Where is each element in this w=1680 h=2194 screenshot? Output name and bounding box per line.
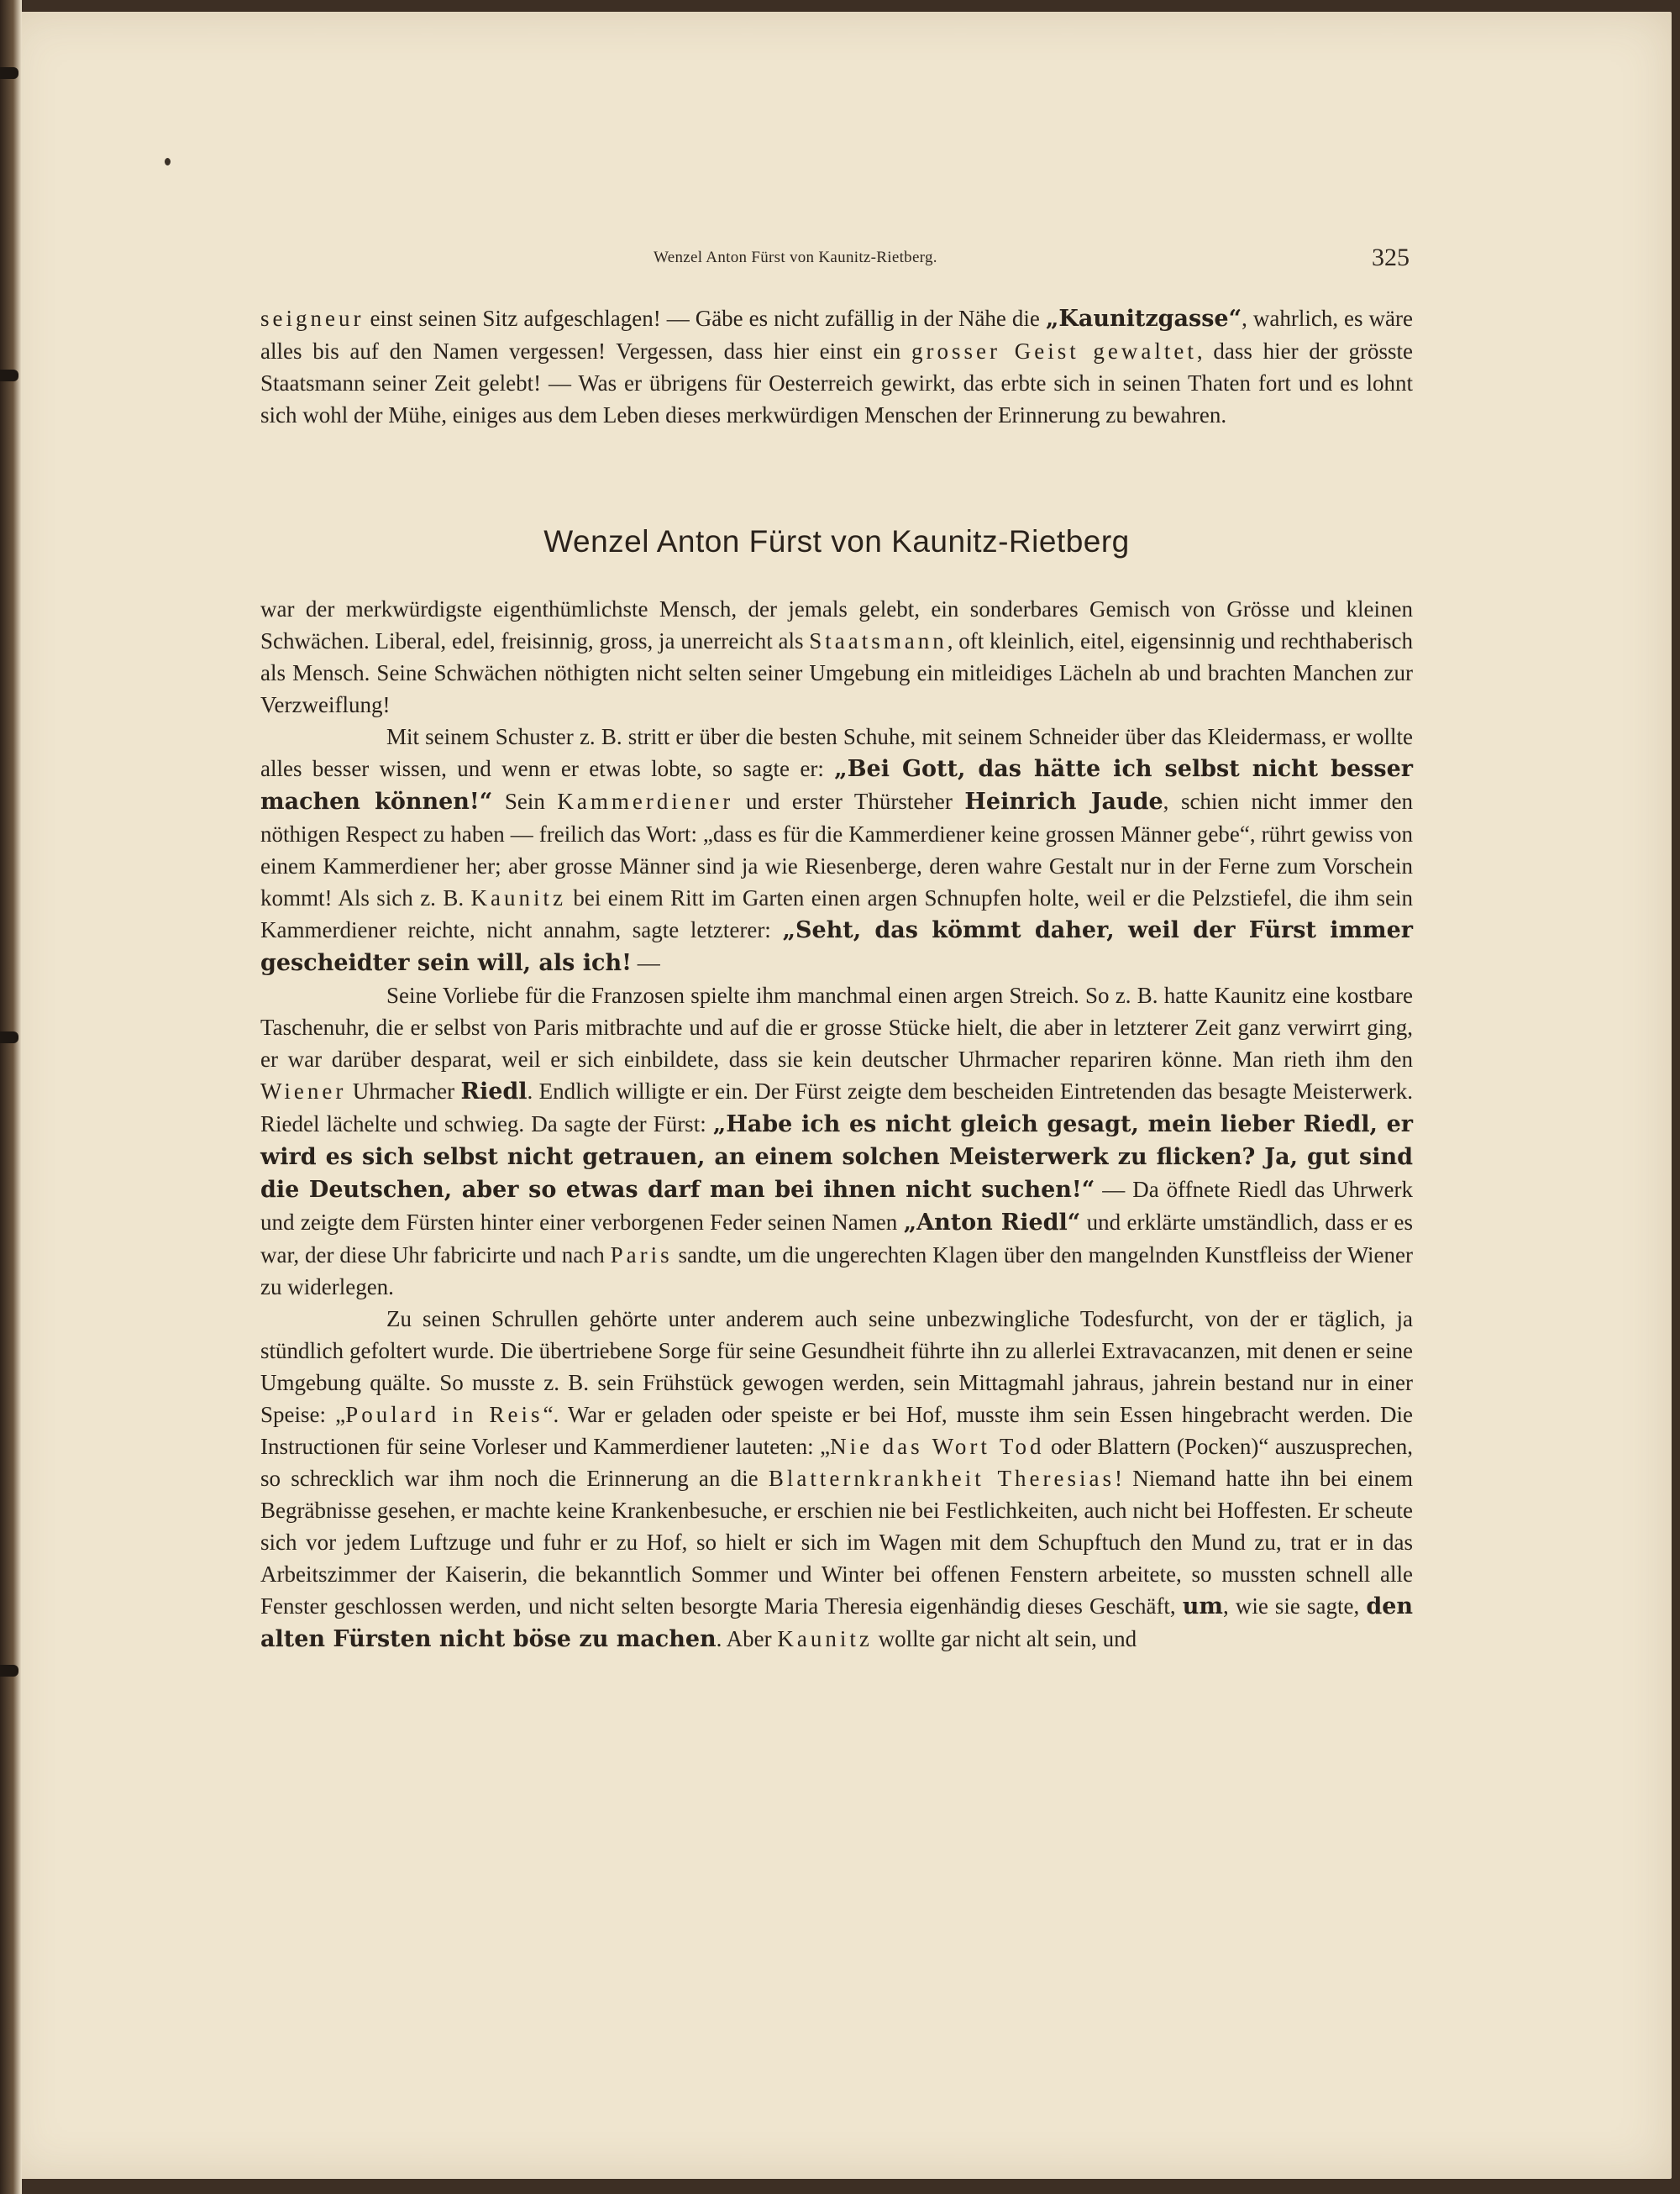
text-run: “. War er geladen oder speiste er bei Hof, musste ihm sein Essen hingebracht werden. Die Instructionen für seine Vorleser und Kammerdiener lauteten: „ [260,1402,1413,1459]
spaced-phrase: grosser Geist gewaltet [911,339,1197,364]
fraktur-name: „Anton Riedl“ [903,1210,1081,1236]
ink-spot [165,158,171,165]
fraktur-quote: „Bei Gott, das hätte ich selbst nicht besser machen können!“ [260,756,1413,815]
fraktur-phrase: den alten Fürsten nicht böse zu machen [260,1593,1413,1652]
spaced-word: Kammerdiener [557,789,734,814]
binding-edge [0,0,22,2194]
section-heading: Wenzel Anton Fürst von Kaunitz-Rietberg [543,524,1130,559]
binding-clip [0,67,18,79]
text-run: , wahrlich, es wäre alles bis auf den Namen vergessen! Vergessen, dass hier einst ein [260,306,1413,364]
binding-clip [0,1665,18,1677]
text-run: . Endlich willigte er ein. Der Fürst zeigte dem bescheiden Eintretenden das besagte Meisterwerk. Riedel lächelte und schwieg. Da sagte der Fürst: [260,1079,1413,1136]
intro-paragraph [260,302,1413,431]
text-run: war der merkwürdigste eigenthümlichste Mensch, der jemals gelebt, ein sonderbares Gemisch von Grösse und kleinen Schwächen. Liberal, edel, freisinnig, gross, ja unerreicht als [260,596,1413,653]
text-run: und erklärte umständlich, dass er es war, der diese Uhr fabricirte und nach [260,1210,1413,1268]
fraktur-quote: „Habe ich es nicht gleich gesagt, mein lieber Riedl, er wird es sich selbst nicht getrauen, an einem solchen Meisterwerk zu flicken? Ja, gut sind die Deutschen, aber so etwas darf man bei ihnen nicht suchen!“ [260,1111,1413,1203]
text-run: — [631,950,660,975]
running-title: Wenzel Anton Fürst von Kaunitz-Rietberg. [654,249,937,266]
text-run: bei einem Ritt im Garten einen argen Schnupfen holte, weil er die Pelzstiefel, die ihm sein Kammerdiener reichte, nicht annahm, sagte letzterer: [260,885,1414,942]
text-run: , wie sie sagte, [1222,1593,1367,1619]
text-run: . Aber [716,1626,778,1651]
text-run: oder Blattern (Pocken)“ auszusprechen, so schrecklich war ihm noch die Erinnerung an die [260,1434,1414,1491]
spaced-phrase: Nie das Wort Tod [830,1434,1045,1459]
paragraph-2 [260,721,1413,979]
fraktur-name: Riedl [460,1079,528,1105]
text-run: einst seinen Sitz aufgeschlagen! — Gäbe es nicht zufällig in der Nähe die [364,306,1046,331]
binding-clip [0,1031,18,1043]
text-run: , oft kleinlich, eitel, eigensinnig und rechthaberisch als Mensch. Seine Schwächen nöthigten nicht selten seiner Umgebung ein mitleidiges Lächeln ab und brachten Manchen zur Verzweiflung! [260,628,1413,717]
text-run: ! Niemand hatte ihn bei einem Begräbnisse gesehen, er machte keine Krankenbesuche, er erschien nie bei Festlichkeiten, auch nicht bei Hoffesten. Er scheute sich vor jedem Luftzuge und fuhr er zu Hof, so hielt er sich im Wagen mit dem Schupftuch den Mund zu, trat er in das Arbeitszimmer der Kaiserin, die bekanntlich Sommer und Winter bei offenen Fenstern arbeitete, so mussten schnell alle Fenster geschlossen werden, und nicht selten besorgte Maria Theresia eigenhändig dieses Geschäft, [260,1466,1413,1619]
text-run: und erster Thürsteher [733,789,965,814]
text-run: sandte, um die ungerechten Klagen über den mangelnden Kunstfleiss der Wiener zu widerlegen. [260,1242,1414,1299]
text-run: Mit seinem Schuster z. B. stritt er über die besten Schuhe, mit seinem Schneider über das Kleidermass, er wollte alles besser wissen, und wenn er etwas lobte, so sagte er: [260,724,1413,781]
text-run: Zu seinen Schrullen gehörte unter anderem auch seine unbezwingliche Todesfurcht, von der er täglich, ja stündlich gefoltert wurde. Die übertriebene Sorge für seine Gesundheit führte ihn zu allerlei Extravacanzen, mit denen er seine Umgebung quälte. So musste z. B. sein Frühstück gewogen werden, sein Mittagmahl jahraus, jahrein bestand nur in einer Speise: „ [260,1306,1413,1427]
spaced-word: Staatsmann [809,628,948,653]
text-run: Sein [492,789,558,814]
article-body [260,593,1413,1656]
fraktur-quote: „Seht, das kömmt daher, weil der Fürst immer gescheidter sein will, als ich! [260,917,1413,976]
binding-clip [0,370,18,381]
spaced-word: seigneur [260,306,365,331]
fraktur-quote: „Kaunitzgasse“ [1045,306,1242,332]
text-run: , dass hier der grösste Staatsmann seiner Zeit gelebt! — Was er übrigens für Oesterreich gewirkt, das erbte sich in seinen Thaten fort und es lohnt sich wohl der Mühe, einiges aus dem Leben dieses merkwürdigen Menschen der Erinnerung zu bewahren. [260,339,1413,428]
spaced-word: Kaunitz [470,885,566,911]
spaced-word: Wiener [260,1079,347,1104]
text-run: Seine Vorliebe für die Franzosen spielte ihm manchmal einen argen Streich. So z. B. hatte Kaunitz eine kostbare Taschenuhr, die er selbst von Paris mitbrachte und auf die er grosse Stücke hielt, die aber in letzterer Zeit ganz verwirrt ging, er war darüber desparat, weil er sich einbildete, dass sie kein deutscher Uhrmacher repariren könne. Man rieth ihm den [260,983,1413,1072]
spaced-phrase: Poulard in Reis [345,1402,543,1427]
text-run: — Da öffnete Riedl das Uhrwerk und zeigte dem Fürsten hinter einer verborgenen Feder seinen Namen [260,1177,1413,1235]
spaced-phrase: Blatternkrankheit Theresias [768,1466,1115,1491]
fraktur-word: um [1182,1593,1223,1619]
text-run: wollte gar nicht alt sein, und [872,1626,1137,1651]
page-number: 325 [1372,244,1410,271]
paragraph-4 [260,1303,1413,1656]
paragraph-3 [260,979,1413,1303]
fraktur-name: Heinrich Jaude [964,789,1163,815]
spaced-word: Paris [610,1242,673,1268]
text-run: , schien nicht immer den nöthigen Respect zu haben — freilich das Wort: „dass es für die Kammerdiener keine grossen Männer gebe“, rührt gewiss von einem Kammerdiener her; aber grosse Männer sind ja wie Riesenberge, deren wahre Gestalt nur in der Ferne zum Vorschein kommt! Als sich z. B. [260,789,1413,911]
paragraph-1 [260,593,1413,721]
text-run: Uhrmacher [346,1079,461,1104]
spaced-word: Kaunitz [777,1626,873,1651]
